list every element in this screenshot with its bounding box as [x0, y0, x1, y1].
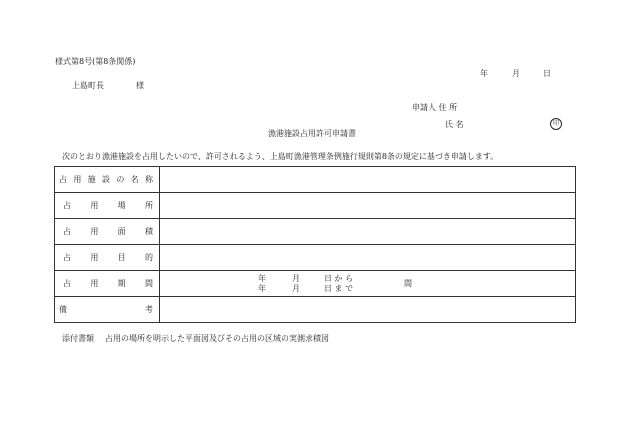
period-from: 年 月 日 か ら	[258, 274, 354, 283]
table-row	[55, 219, 576, 245]
table-row	[55, 167, 576, 193]
area-field[interactable]	[160, 219, 576, 245]
table-row	[55, 193, 576, 219]
remarks-field[interactable]	[160, 297, 576, 323]
period-to: 年 月 日 ま で	[258, 284, 354, 293]
applicant-address-label: 申請人 住 所	[412, 103, 458, 112]
applicant-name-label: 氏 名	[445, 120, 464, 129]
attachments-label: 添付書類	[62, 334, 94, 343]
addressee: 上島町長	[72, 81, 104, 90]
honorific: 様	[136, 81, 144, 90]
intro-text: 次のとおり漁港施設を占用したいので、許可されるよう、上島町漁港管理条例施行規則第8条の規定に基づき申請します。	[62, 152, 499, 161]
period-suffix: 間	[404, 279, 412, 288]
row-label-location: 占 用 場 所	[63, 200, 153, 210]
row-label-facility-name: 占 用 施 設 の 名 称	[59, 174, 153, 184]
application-table	[54, 166, 576, 323]
form-number: 様式第8号(第8条関係)	[55, 57, 136, 66]
row-label-area: 占 用 面 積	[63, 226, 153, 236]
seal-mark: 印	[550, 118, 562, 130]
date-month-label: 月	[512, 69, 520, 78]
facility-name-field[interactable]	[160, 167, 576, 193]
table-row	[55, 271, 576, 297]
purpose-field[interactable]	[160, 245, 576, 271]
date-year-label: 年	[480, 69, 488, 78]
period-field[interactable]	[160, 271, 576, 297]
table-row	[55, 297, 576, 323]
document-title: 漁港施設占用許可申請書	[268, 129, 356, 138]
row-label-period: 占 用 期 間	[63, 278, 153, 288]
location-field[interactable]	[160, 193, 576, 219]
row-label-purpose: 占 用 目 的	[63, 252, 153, 262]
attachments-text: 占用の場所を明示した平面図及びその占用の区域の実測求積図	[105, 334, 329, 343]
table-row	[55, 245, 576, 271]
row-label-remarks: 備 考	[59, 304, 153, 314]
date-day-label: 日	[543, 69, 551, 78]
